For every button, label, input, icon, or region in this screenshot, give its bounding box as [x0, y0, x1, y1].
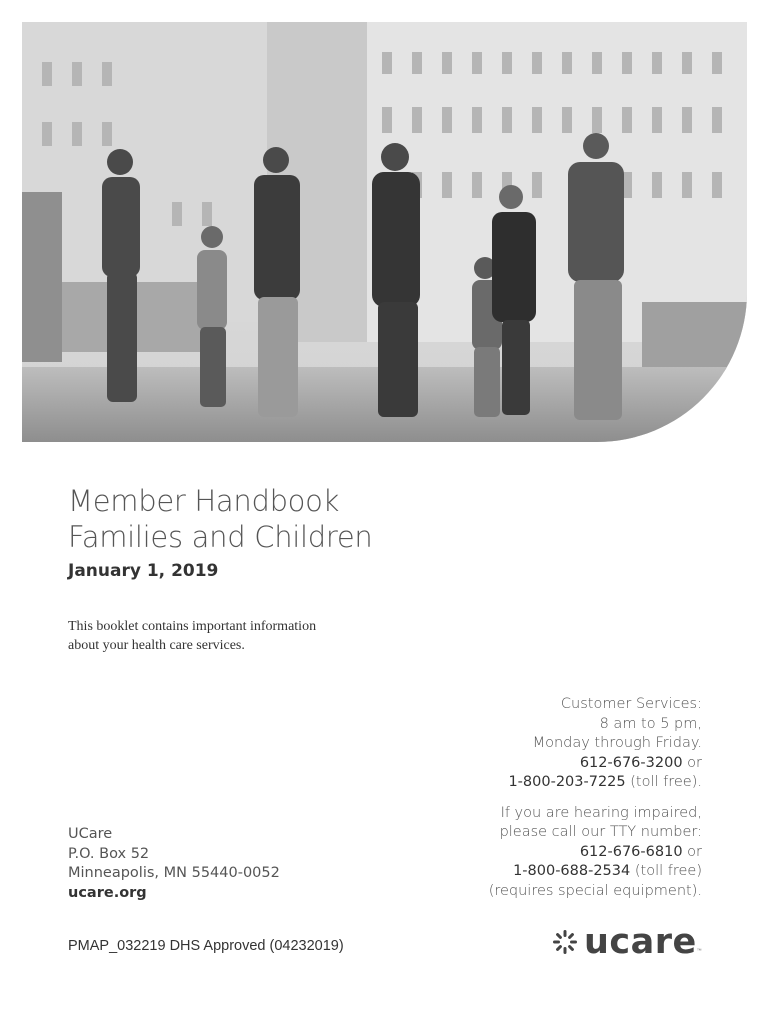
cs-days: Monday through Friday. — [532, 735, 702, 751]
approval-code: PMAP_032219 DHS Approved (04232019) — [68, 938, 344, 954]
customer-services-block — [442, 695, 702, 901]
hero-photo — [22, 22, 747, 442]
cs-heading: Customer Services: — [560, 696, 702, 712]
logo-wordmark: ucare — [584, 922, 697, 962]
intro-line-2: about your health care services. — [68, 638, 245, 653]
tty-line-1: If you are hearing impaired, — [500, 804, 702, 821]
ucare-burst-icon — [552, 929, 578, 955]
cs-tollfree-1: (toll free). — [625, 774, 702, 790]
cs-hours: 8 am to 5 pm, — [599, 715, 702, 732]
mailing-address — [68, 825, 280, 903]
tty-phone-tollfree[interactable]: 1-800-688-2534 — [513, 863, 631, 879]
effective-date: January 1, 2019 — [68, 561, 219, 581]
tty-note: (requires special equipment). — [488, 882, 702, 899]
tty-tollfree: (toll free) — [630, 863, 702, 879]
website-link[interactable]: ucare.org — [68, 884, 147, 901]
address-org: UCare — [68, 826, 113, 842]
title-line-1: Member Handbook — [68, 484, 340, 518]
family-photo-illustration — [22, 22, 747, 442]
cs-phone-local[interactable]: 612-676-3200 — [579, 754, 683, 771]
tty-line-2: please call our TTY number: — [499, 824, 702, 840]
address-city: Minneapolis, MN 55440-0052 — [68, 865, 280, 881]
address-box: P.O. Box 52 — [68, 845, 150, 862]
title-line-2: Families and Children — [68, 520, 373, 554]
cs-phone-tollfree[interactable]: 1-800-203-7225 — [508, 774, 626, 790]
logo-trademark: ™ — [696, 948, 702, 954]
document-title — [68, 483, 373, 555]
intro-text — [68, 617, 368, 655]
ucare-logo — [552, 922, 702, 962]
tty-phone-local[interactable]: 612-676-6810 — [579, 843, 683, 860]
cs-or-1: or — [682, 754, 702, 771]
intro-line-1: This booklet contains important information — [68, 619, 317, 634]
tty-or: or — [682, 843, 702, 860]
